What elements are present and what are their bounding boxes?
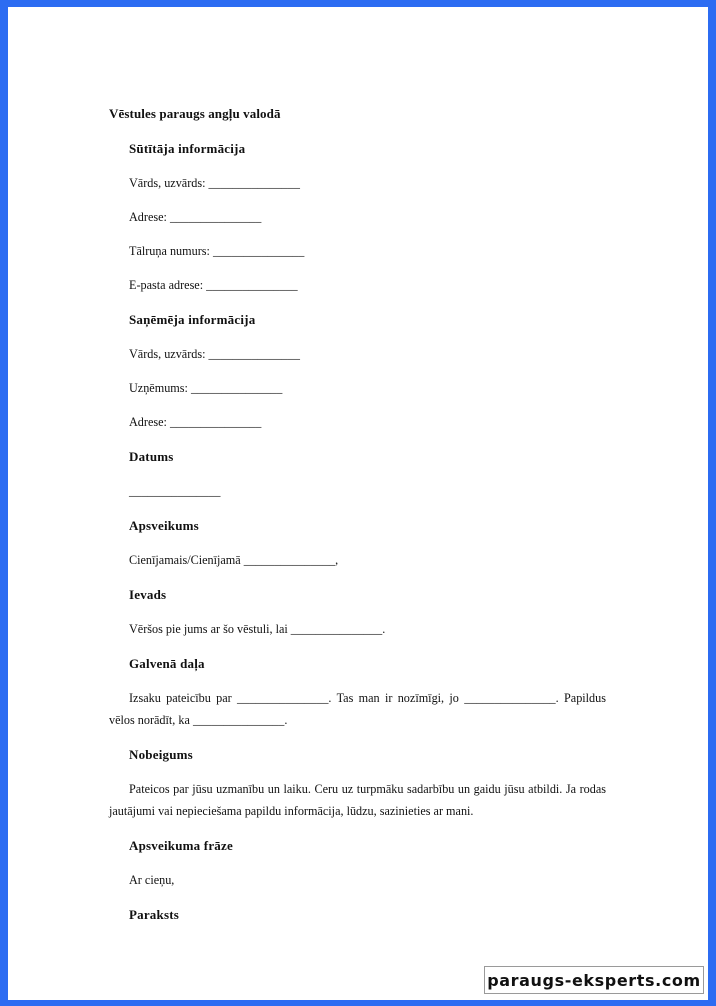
- date-heading: Datums: [129, 449, 174, 464]
- date-field: _______________: [129, 484, 221, 498]
- sender-email-field: E-pasta adrese: _______________: [129, 278, 298, 292]
- sender-phone-field: Tālruņa numurs: _______________: [129, 244, 305, 258]
- document-title: Vēstules paraugs angļu valodā: [109, 106, 281, 121]
- closing-heading: Nobeigums: [129, 747, 193, 762]
- document-page: [8, 7, 708, 1000]
- signature-heading: Paraksts: [129, 907, 179, 922]
- recipient-address-field: Adrese: _______________: [129, 415, 262, 429]
- watermark-label: paraugs-eksperts.com: [484, 966, 704, 994]
- signoff-heading: Apsveikuma frāze: [129, 838, 233, 853]
- greeting-text: Cienījamais/Cienījamā _______________,: [129, 553, 339, 567]
- recipient-name-field: Vārds, uzvārds: _______________: [129, 347, 300, 361]
- recipient-heading: Saņēmēja informācija: [129, 312, 256, 327]
- intro-heading: Ievads: [129, 587, 167, 602]
- intro-text: Vēršos pie jums ar šo vēstuli, lai _______________.: [129, 622, 386, 636]
- signoff-text: Ar cieņu,: [129, 873, 175, 887]
- recipient-company-field: Uzņēmums: _______________: [129, 381, 283, 395]
- closing-text: Pateicos par jūsu uzmanību un laiku. Ceru uz turpmāku sadarbību un gaidu jūsu atbildi. Ja rodas jautājumi vai nepieciešama papildu informācija, lūdzu, sazinieties ar mani.: [109, 782, 606, 818]
- greeting-heading: Apsveikums: [129, 518, 199, 533]
- sender-address-field: Adrese: _______________: [129, 210, 262, 224]
- body-heading: Galvenā daļa: [129, 656, 205, 671]
- sender-heading: Sūtītāja informācija: [129, 141, 246, 156]
- sender-name-field: Vārds, uzvārds: _______________: [129, 176, 300, 190]
- body-text: Izsaku pateicību par _______________. Tas man ir nozīmīgi, jo _______________. Papildus vēlos norādīt, ka _______________.: [109, 691, 606, 727]
